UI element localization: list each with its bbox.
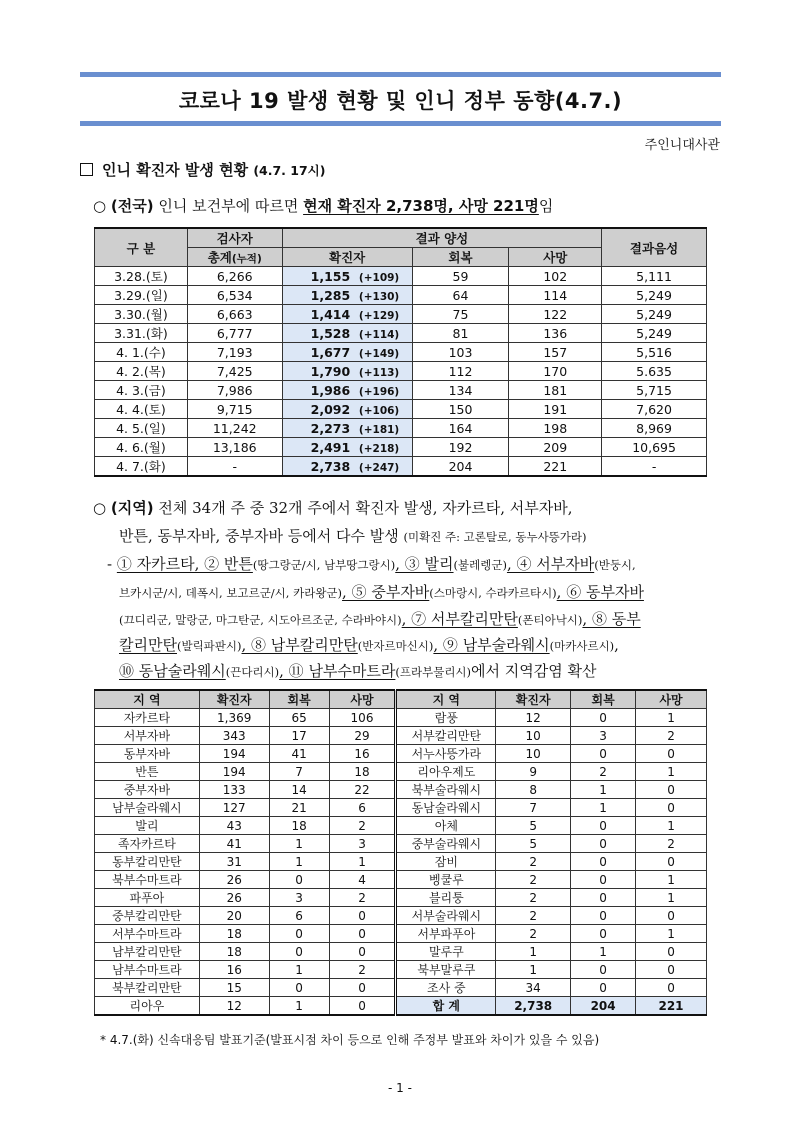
deaths-cell: 2 — [636, 727, 707, 745]
recovered-cell: 18 — [269, 817, 329, 835]
region-cell: 파푸아 — [95, 889, 200, 907]
recovered-cell: 0 — [571, 907, 636, 925]
negative-cell: 5,249 — [602, 324, 707, 343]
region-cell: 아체 — [396, 817, 496, 835]
table-row — [95, 979, 707, 997]
table-row — [95, 997, 707, 1016]
tests-cell: 13,186 — [187, 438, 282, 457]
regional-line-7: ⑩ 동남술라웨시(끈다리시), ⑪ 남부수마트라(프라부물리시)에서 지역감염 확산 — [119, 662, 597, 680]
region-cell: 서부칼리만탄 — [396, 727, 496, 745]
recovered-cell: 14 — [269, 781, 329, 799]
deaths-cell: 4 — [329, 871, 396, 889]
confirmed-cell: 41 — [199, 835, 269, 853]
deaths-cell: 209 — [509, 438, 602, 457]
table-row — [95, 799, 707, 817]
recovered-cell: 7 — [269, 763, 329, 781]
tests-cell: 7,986 — [187, 381, 282, 400]
header-recovered: 회복 — [571, 690, 636, 709]
confirmed-cell: 2 — [496, 925, 571, 943]
region-cell: 동부자바 — [95, 745, 200, 763]
confirmed-cell: 31 — [199, 853, 269, 871]
header-deaths: 사망 — [509, 248, 602, 267]
confirmed-cell: 7 — [496, 799, 571, 817]
confirmed-cell: 2,738 (+247) — [282, 457, 412, 477]
header-confirmed: 확진자 — [199, 690, 269, 709]
header-confirmed: 확진자 — [282, 248, 412, 267]
recovered-cell: 1 — [269, 853, 329, 871]
recovered-cell: 0 — [269, 979, 329, 997]
recovered-cell: 0 — [571, 853, 636, 871]
confirmed-cell: 343 — [199, 727, 269, 745]
table-row — [95, 727, 707, 745]
section-timestamp: (4.7. 17시) — [253, 163, 326, 178]
deaths-cell: 16 — [329, 745, 396, 763]
region-cell: 조사 중 — [396, 979, 496, 997]
header-category: 구 분 — [95, 228, 188, 267]
confirmed-cell: 15 — [199, 979, 269, 997]
regional-line-6: 칼리만탄(발릭파판시), ⑧ 남부칼리만탄(반자르마신시), ⑨ 남부술라웨시(마카사르시), — [119, 636, 619, 654]
recovered-cell: 1 — [571, 799, 636, 817]
confirmed-cell: 1,369 — [199, 709, 269, 727]
deaths-cell: 3 — [329, 835, 396, 853]
negative-cell: 5,715 — [602, 381, 707, 400]
deaths-cell: 0 — [329, 979, 396, 997]
deaths-cell: 2 — [636, 835, 707, 853]
recovered-cell: 0 — [571, 979, 636, 997]
confirmed-cell: 1,677 (+149) — [282, 343, 412, 362]
circle-bullet-icon: ○ — [93, 197, 107, 215]
deaths-cell: 0 — [329, 925, 396, 943]
region-cell: 말루쿠 — [396, 943, 496, 961]
table-row — [95, 362, 707, 381]
recovered-cell: 64 — [412, 286, 509, 305]
confirmed-cell: 43 — [199, 817, 269, 835]
recovered-cell: 0 — [269, 925, 329, 943]
tests-cell: 6,777 — [187, 324, 282, 343]
bottom-accent-bar — [80, 121, 721, 126]
region-cell: 남부칼리만탄 — [95, 943, 200, 961]
deaths-cell: 0 — [329, 997, 396, 1016]
section-heading — [80, 159, 325, 180]
deaths-cell: 181 — [509, 381, 602, 400]
confirmed-cell: 1,528 (+114) — [282, 324, 412, 343]
regional-status-table — [94, 689, 707, 1016]
recovered-cell: 0 — [269, 871, 329, 889]
confirmed-cell: 2,738 — [496, 997, 571, 1016]
region-cell: 블리퉁 — [396, 889, 496, 907]
deaths-cell: 0 — [636, 853, 707, 871]
recovered-cell: 204 — [412, 457, 509, 477]
header-deaths: 사망 — [329, 690, 396, 709]
deaths-cell: 1 — [636, 763, 707, 781]
region-cell: 서부파푸아 — [396, 925, 496, 943]
recovered-cell: 0 — [571, 961, 636, 979]
table-row — [95, 961, 707, 979]
region-cell: 반튼 — [95, 763, 200, 781]
confirmed-cell: 194 — [199, 763, 269, 781]
table-row — [95, 835, 707, 853]
region-cell: 서부자바 — [95, 727, 200, 745]
deaths-cell: 22 — [329, 781, 396, 799]
region-cell: 동부칼리만탄 — [95, 853, 200, 871]
regional-text-1: 전체 34개 주 중 32개 주에서 확진자 발생, 자카르타, 서부자바, — [158, 499, 573, 517]
recovered-cell: 0 — [571, 745, 636, 763]
confirmed-cell: 2 — [496, 889, 571, 907]
national-text-end: 임 — [538, 197, 554, 215]
table-row — [95, 286, 707, 305]
tests-cell: 9,715 — [187, 400, 282, 419]
deaths-cell: 1 — [636, 709, 707, 727]
confirmed-cell: 10 — [496, 745, 571, 763]
recovered-cell: 204 — [571, 997, 636, 1016]
confirmed-cell: 16 — [199, 961, 269, 979]
date-cell: 3.30.(월) — [95, 305, 188, 324]
date-cell: 4. 3.(금) — [95, 381, 188, 400]
deaths-cell: 170 — [509, 362, 602, 381]
daily-status-table — [94, 227, 707, 477]
header-tests-total: 총계(누적) — [187, 248, 282, 267]
header-tests: 검사자 — [187, 228, 282, 248]
confirmed-cell: 26 — [199, 889, 269, 907]
table-row — [95, 419, 707, 438]
table-row — [95, 709, 707, 727]
deaths-cell: 102 — [509, 267, 602, 286]
header-confirmed: 확진자 — [496, 690, 571, 709]
recovered-cell: 75 — [412, 305, 509, 324]
deaths-cell: 157 — [509, 343, 602, 362]
date-cell: 3.28.(토) — [95, 267, 188, 286]
region-cell: 리아우제도 — [396, 763, 496, 781]
confirmed-cell: 2 — [496, 853, 571, 871]
confirmed-cell: 12 — [199, 997, 269, 1016]
negative-cell: 5,249 — [602, 286, 707, 305]
table-row — [95, 781, 707, 799]
recovered-cell: 0 — [269, 943, 329, 961]
deaths-cell: 1 — [636, 871, 707, 889]
table-row — [95, 925, 707, 943]
date-cell: 4. 5.(일) — [95, 419, 188, 438]
confirmed-cell: 1 — [496, 961, 571, 979]
deaths-cell: 29 — [329, 727, 396, 745]
deaths-cell: 0 — [329, 943, 396, 961]
recovered-cell: 1 — [269, 961, 329, 979]
date-cell: 3.31.(화) — [95, 324, 188, 343]
tests-cell: - — [187, 457, 282, 477]
date-cell: 4. 1.(수) — [95, 343, 188, 362]
recovered-cell: 3 — [269, 889, 329, 907]
negative-cell: 7,620 — [602, 400, 707, 419]
deaths-cell: 0 — [636, 745, 707, 763]
recovered-cell: 81 — [412, 324, 509, 343]
deaths-cell: 0 — [636, 943, 707, 961]
negative-cell: 5,111 — [602, 267, 707, 286]
regional-tag: (지역) — [110, 499, 154, 517]
deaths-cell: 0 — [636, 907, 707, 925]
header-positive: 결과 양성 — [282, 228, 602, 248]
recovered-cell: 134 — [412, 381, 509, 400]
deaths-cell: 2 — [329, 817, 396, 835]
regional-line-2: 반튼, 동부자바, 중부자바 등에서 다수 발생 (미확진 주: 고론탈로, 동누사뜽가라) — [119, 527, 587, 545]
confirmed-cell: 18 — [199, 925, 269, 943]
deaths-cell: 1 — [636, 817, 707, 835]
confirmed-cell: 12 — [496, 709, 571, 727]
recovered-cell: 21 — [269, 799, 329, 817]
confirmed-cell: 1,285 (+130) — [282, 286, 412, 305]
recovered-cell: 0 — [571, 889, 636, 907]
recovered-cell: 192 — [412, 438, 509, 457]
region-cell: 람풍 — [396, 709, 496, 727]
table-row — [95, 305, 707, 324]
tests-cell: 7,425 — [187, 362, 282, 381]
document-title: 코로나 19 발생 현황 및 인니 정부 동향(4.7.) — [178, 89, 623, 113]
region-cell: 중부칼리만탄 — [95, 907, 200, 925]
region-cell: 북부말루쿠 — [396, 961, 496, 979]
table-row — [95, 889, 707, 907]
region-cell: 합 계 — [396, 997, 496, 1016]
national-text: 인니 보건부에 따르면 — [158, 197, 299, 215]
deaths-cell: 0 — [636, 961, 707, 979]
header-recovered: 회복 — [269, 690, 329, 709]
confirmed-cell: 1,790 (+113) — [282, 362, 412, 381]
recovered-cell: 0 — [571, 835, 636, 853]
recovered-cell: 0 — [571, 871, 636, 889]
region-cell: 잠비 — [396, 853, 496, 871]
footnote: * 4.7.(화) 신속대응팀 발표기준(발표시점 차이 등으로 인해 주정부 발표와 차이가 있을 수 있음) — [100, 1033, 600, 1047]
confirmed-cell: 5 — [496, 835, 571, 853]
top-accent-bar — [80, 72, 721, 77]
confirmed-cell: 1,414 (+129) — [282, 305, 412, 324]
tests-cell: 6,663 — [187, 305, 282, 324]
recovered-cell: 17 — [269, 727, 329, 745]
confirmed-cell: 2 — [496, 907, 571, 925]
tests-cell: 11,242 — [187, 419, 282, 438]
region-cell: 북부칼리만탄 — [95, 979, 200, 997]
table-row — [95, 400, 707, 419]
regional-line-5: (끄디리군, 말랑군, 마그탄군, 시도아르조군, 수라바야시), ⑦ 서부칼리만탄(폰티아낙시), ⑧ 동부 — [119, 610, 641, 628]
confirmed-cell: 194 — [199, 745, 269, 763]
header-region: 지 역 — [396, 690, 496, 709]
negative-cell: 10,695 — [602, 438, 707, 457]
confirmed-cell: 26 — [199, 871, 269, 889]
confirmed-cell: 1 — [496, 943, 571, 961]
deaths-cell: 0 — [636, 781, 707, 799]
recovered-cell: 59 — [412, 267, 509, 286]
region-cell: 북부수마트라 — [95, 871, 200, 889]
table-row — [95, 853, 707, 871]
deaths-cell: 114 — [509, 286, 602, 305]
unconfirmed-provinces-note: (미확진 주: 고론탈로, 동누사뜽가라) — [403, 530, 587, 544]
recovered-cell: 6 — [269, 907, 329, 925]
region-cell: 자카르타 — [95, 709, 200, 727]
regional-line-4: 브카시군/시, 데폭시, 보고르군/시, 카라왕군), ⑤ 중부자바(스마랑시, 수라카르타시), ⑥ 동부자바 — [119, 583, 644, 601]
table-row — [95, 871, 707, 889]
deaths-cell: 2 — [329, 889, 396, 907]
national-tag: (전국) — [110, 197, 154, 215]
regional-line-3: - ① 자카르타, ② 반튼(땅그랑군/시, 남부땅그랑시), ③ 발리(불레렝군), ④ 서부자바(반둥시, — [107, 555, 636, 573]
checkbox-square-icon — [80, 163, 93, 176]
confirmed-cell: 1,155 (+109) — [282, 267, 412, 286]
region-cell: 북부술라웨시 — [396, 781, 496, 799]
deaths-cell: 1 — [636, 925, 707, 943]
region-cell: 벵쿨루 — [396, 871, 496, 889]
deaths-cell: 191 — [509, 400, 602, 419]
recovered-cell: 0 — [571, 925, 636, 943]
confirmed-cell: 1,986 (+196) — [282, 381, 412, 400]
table-row — [95, 267, 707, 286]
deaths-cell: 1 — [329, 853, 396, 871]
recovered-cell: 112 — [412, 362, 509, 381]
recovered-cell: 2 — [571, 763, 636, 781]
date-cell: 4. 6.(월) — [95, 438, 188, 457]
header-negative: 결과음성 — [602, 228, 707, 267]
confirmed-cell: 133 — [199, 781, 269, 799]
deaths-cell: 122 — [509, 305, 602, 324]
confirmed-cell: 5 — [496, 817, 571, 835]
negative-cell: 5,516 — [602, 343, 707, 362]
confirmed-cell: 20 — [199, 907, 269, 925]
table-row — [95, 343, 707, 362]
negative-cell: - — [602, 457, 707, 477]
region-cell: 중부자바 — [95, 781, 200, 799]
recovered-cell: 103 — [412, 343, 509, 362]
deaths-cell: 106 — [329, 709, 396, 727]
region-cell: 서누사뜽가라 — [396, 745, 496, 763]
tests-cell: 7,193 — [187, 343, 282, 362]
circle-bullet-icon: ○ — [93, 499, 107, 517]
table-row — [95, 438, 707, 457]
header-recovered: 회복 — [412, 248, 509, 267]
negative-cell: 5.635 — [602, 362, 707, 381]
section-label: 인니 확진자 발생 현황 — [102, 161, 249, 179]
tests-cell: 6,266 — [187, 267, 282, 286]
recovered-cell: 0 — [571, 817, 636, 835]
confirmed-cell: 2,092 (+106) — [282, 400, 412, 419]
recovered-cell: 164 — [412, 419, 509, 438]
table-row — [95, 763, 707, 781]
region-cell: 남부수마트라 — [95, 961, 200, 979]
recovered-cell: 150 — [412, 400, 509, 419]
negative-cell: 8,969 — [602, 419, 707, 438]
recovered-cell: 1 — [269, 997, 329, 1016]
date-cell: 4. 7.(화) — [95, 457, 188, 477]
confirmed-cell: 2,491 (+218) — [282, 438, 412, 457]
confirmed-cell: 2 — [496, 871, 571, 889]
table-row — [95, 907, 707, 925]
deaths-cell: 0 — [636, 799, 707, 817]
recovered-cell: 41 — [269, 745, 329, 763]
deaths-cell: 2 — [329, 961, 396, 979]
national-summary — [93, 195, 553, 216]
confirmed-cell: 34 — [496, 979, 571, 997]
recovered-cell: 1 — [571, 943, 636, 961]
header-deaths: 사망 — [636, 690, 707, 709]
header-region: 지 역 — [95, 690, 200, 709]
tests-cell: 6,534 — [187, 286, 282, 305]
recovered-cell: 0 — [571, 709, 636, 727]
deaths-cell: 221 — [636, 997, 707, 1016]
region-cell: 발리 — [95, 817, 200, 835]
table-row — [95, 817, 707, 835]
deaths-cell: 1 — [636, 889, 707, 907]
confirmed-cell: 8 — [496, 781, 571, 799]
recovered-cell: 1 — [571, 781, 636, 799]
recovered-cell: 3 — [571, 727, 636, 745]
deaths-cell: 198 — [509, 419, 602, 438]
region-cell: 서부수마트라 — [95, 925, 200, 943]
deaths-cell: 18 — [329, 763, 396, 781]
recovered-cell: 65 — [269, 709, 329, 727]
region-cell: 서부술라웨시 — [396, 907, 496, 925]
table-row — [95, 457, 707, 477]
confirmed-cell: 2,273 (+181) — [282, 419, 412, 438]
regional-line-1 — [93, 497, 573, 518]
date-cell: 4. 2.(목) — [95, 362, 188, 381]
region-cell: 중부술라웨시 — [396, 835, 496, 853]
page-number: - 1 - — [388, 1081, 412, 1095]
region-cell: 족자카르타 — [95, 835, 200, 853]
recovered-cell: 1 — [269, 835, 329, 853]
national-highlight: 현재 확진자 2,738명, 사망 221명 — [303, 197, 539, 215]
confirmed-cell: 9 — [496, 763, 571, 781]
deaths-cell: 221 — [509, 457, 602, 477]
region-cell: 남부술라웨시 — [95, 799, 200, 817]
deaths-cell: 6 — [329, 799, 396, 817]
deaths-cell: 0 — [329, 907, 396, 925]
table-row — [95, 381, 707, 400]
table-row — [95, 324, 707, 343]
confirmed-cell: 10 — [496, 727, 571, 745]
table-row — [95, 745, 707, 763]
negative-cell: 5,249 — [602, 305, 707, 324]
table-row — [95, 943, 707, 961]
date-cell: 3.29.(일) — [95, 286, 188, 305]
confirmed-cell: 18 — [199, 943, 269, 961]
date-cell: 4. 4.(토) — [95, 400, 188, 419]
deaths-cell: 136 — [509, 324, 602, 343]
deaths-cell: 0 — [636, 979, 707, 997]
issuing-organization: 주인니대사관 — [644, 138, 720, 153]
region-cell: 동남술라웨시 — [396, 799, 496, 817]
region-cell: 리아우 — [95, 997, 200, 1016]
confirmed-cell: 127 — [199, 799, 269, 817]
